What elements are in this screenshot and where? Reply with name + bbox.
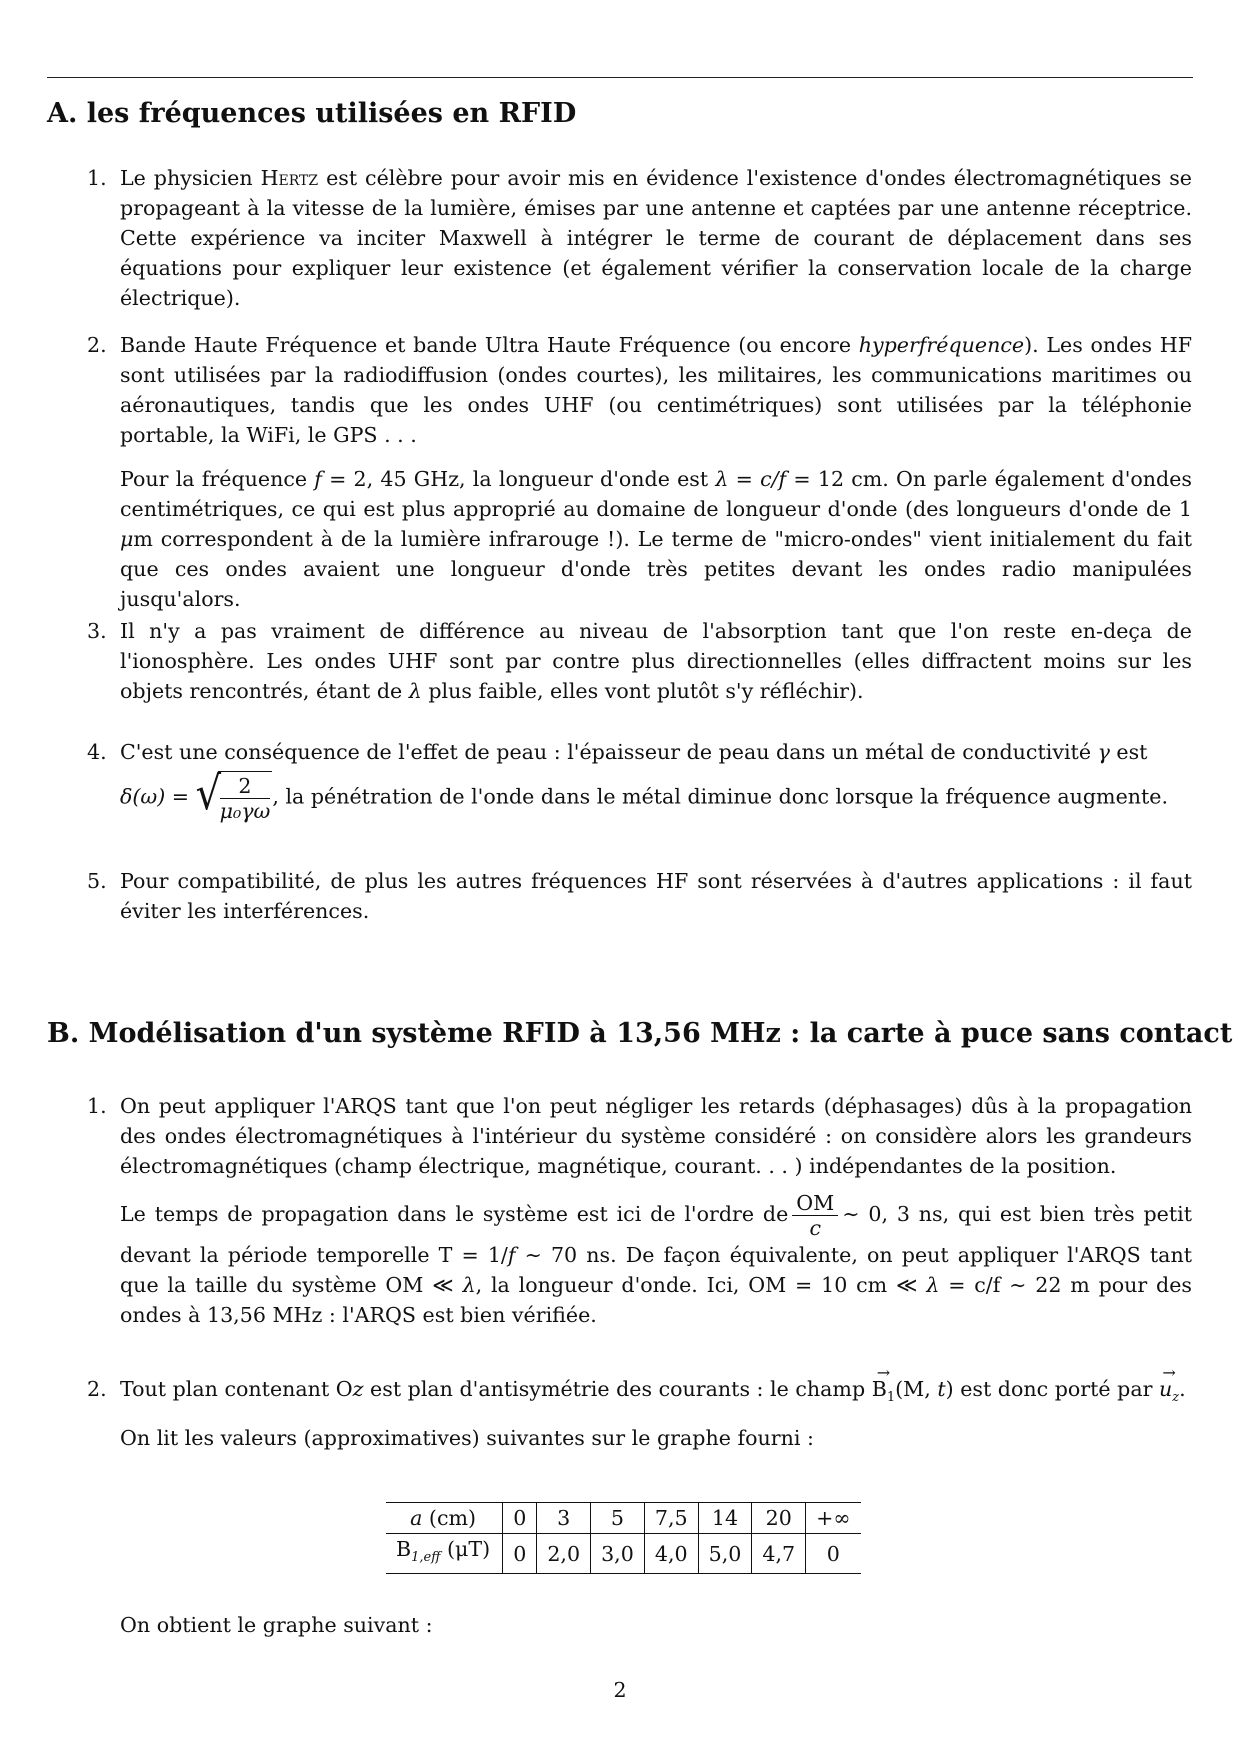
table-cell: 14 xyxy=(698,1503,752,1534)
section-a-item-3 xyxy=(87,616,1192,706)
table-header-b: $B_{1,eff}$ (μT) xyxy=(396,1537,491,1566)
table-cell: 5 xyxy=(591,1503,645,1534)
item-number: 1. xyxy=(87,166,107,190)
sqrt-formula: √ $\frac{2}{\text{μ₀γω}}$ xyxy=(195,767,271,823)
header-rule xyxy=(47,77,1193,78)
om-over-c-fraction: $\frac{OM}{c}$ xyxy=(792,1191,838,1240)
table-header-a: a (cm) xyxy=(386,1503,503,1534)
item-number: 3. xyxy=(87,619,107,643)
table-cell: 0 xyxy=(503,1534,537,1574)
table-row xyxy=(386,1534,861,1574)
section-a-item-5 xyxy=(87,866,1192,926)
item-paragraph: On lit les valeurs (approximatives) suivantes sur le graphe fourni : xyxy=(120,1426,814,1451)
section-a-item-2 xyxy=(87,330,1192,614)
section-a-item-4 xyxy=(87,737,1192,825)
item-paragraph: Le temps de propagation dans le système est ici de l'ordre de $\frac{OM}{c}$ ∼ 0, 3 ns, qui est bien très petit devant la période temporelle T = 1/f ∼ 70 ns. De façon équivalente, on peut appliquer l'ARQS tant que la taille du système OM ≪ λ, la longueur d'onde. Ici, OM = 10 cm ≪ λ = c/f ∼ 22 m pour des ondes à 13,56 MHz : l'ARQS est bien vérifiée. xyxy=(120,1191,1192,1327)
item-paragraph: Il n'y a pas vraiment de différence au niveau de l'absorption tant que l'on reste en-deça de l'ionosphère. Les ondes UHF sont par contre plus directionnelles (elles diffractent moins sur les objets rencontrés, étant de λ plus faible, elles vont plutôt s'y réfléchir). xyxy=(120,619,1192,703)
item-number: 4. xyxy=(87,740,107,764)
item-paragraph: Pour la fréquence f = 2, 45 GHz, la longueur d'onde est λ = c/f = 12 cm. On parle également d'ondes centimétriques, ce qui est plus approprié au domaine de longueur d'onde (des longueurs d'onde de 1 μm correspondent à de la lumière infrarouge !). Le terme de "micro-ondes" vient initialement du fait que ces ondes avaient une longueur d'onde très petites devant les ondes radio manipulées jusqu'alors. xyxy=(120,467,1192,611)
section-b-item-2 xyxy=(87,1374,1192,1453)
table-cell: 5,0 xyxy=(698,1534,752,1574)
table-cell: 3,0 xyxy=(591,1534,645,1574)
vector-uz: → $u_z$ xyxy=(1159,1374,1179,1413)
section-b-title: B. Modélisation d'un système RFID à 13,56 MHz : la carte à puce sans contact xyxy=(47,1018,1233,1049)
item-paragraph: On obtient le graphe suivant : xyxy=(120,1613,433,1637)
section-a-item-1 xyxy=(87,163,1192,313)
item-paragraph: Bande Haute Fréquence et bande Ultra Haute Fréquence (ou encore hyperfréquence). Les ondes HF sont utilisées par la radiodiffusion (ondes courtes), les militaires, les communications maritimes ou aéronautiques, tandis que les ondes UHF (ou centimétriques) sont utilisées par la téléphonie portable, la WiFi, le GPS . . . xyxy=(120,333,1192,447)
table-cell: 3 xyxy=(537,1503,591,1534)
item-paragraph: Pour compatibilité, de plus les autres fréquences HF sont réservées à d'autres applications : il faut éviter les interférences. xyxy=(120,869,1192,923)
vector-b1: → $B_1$ xyxy=(872,1374,895,1413)
item-paragraph: Le physicien Hertz est célèbre pour avoir mis en évidence l'existence d'ondes électromagnétiques se propageant à la vitesse de la lumière, émises par une antenne et captées par une antenne réceptrice. Cette expérience va inciter Maxwell à intégrer le terme de courant de déplacement dans ses équations pour expliquer leur existence (et également vérifier la conservation locale de la charge électrique). xyxy=(120,166,1192,310)
graph-intro xyxy=(87,1610,1192,1640)
table-cell: 4,7 xyxy=(752,1534,806,1574)
item-number: 2. xyxy=(87,333,107,357)
table-cell: 2,0 xyxy=(537,1534,591,1574)
table-cell: 7,5 xyxy=(644,1503,698,1534)
section-a-title: A. les fréquences utilisées en RFID xyxy=(47,98,577,129)
item-number: 5. xyxy=(87,869,107,893)
table-cell: 0 xyxy=(806,1534,861,1574)
page-number: 2 xyxy=(613,1678,627,1702)
item-paragraph: C'est une conséquence de l'effet de peau : l'épaisseur de peau dans un métal de conductivité γ est xyxy=(120,740,1148,764)
table-cell: 0 xyxy=(503,1503,537,1534)
item-number: 2. xyxy=(87,1377,107,1401)
table-row xyxy=(386,1503,861,1534)
skin-depth-formula-line: δ(ω) = √ $\frac{2}{\text{μ₀γω}}$ , la pénétration de l'onde dans le métal diminue donc lorsque la fréquence augmente. xyxy=(120,767,1169,823)
formula-lhs: δ(ω) = xyxy=(120,784,190,809)
item-number: 1. xyxy=(87,1094,107,1118)
section-b-item-1 xyxy=(87,1091,1192,1330)
table-cell: +∞ xyxy=(806,1503,861,1534)
values-table xyxy=(386,1502,861,1574)
table-cell: 4,0 xyxy=(644,1534,698,1574)
item-paragraph: On peut appliquer l'ARQS tant que l'on peut négliger les retards (déphasages) dûs à la propagation des ondes électromagnétiques à l'intérieur du système considéré : on considère alors les grandeurs électromagnétiques (champ électrique, magnétique, courant. . . ) indépendantes de la position. xyxy=(120,1094,1192,1178)
table-cell: 20 xyxy=(752,1503,806,1534)
item-paragraph: Tout plan contenant Oz est plan d'antisymétrie des courants : le champ → $B_1(M$, t) est donc porté par → $u_z$. xyxy=(120,1374,1192,1413)
